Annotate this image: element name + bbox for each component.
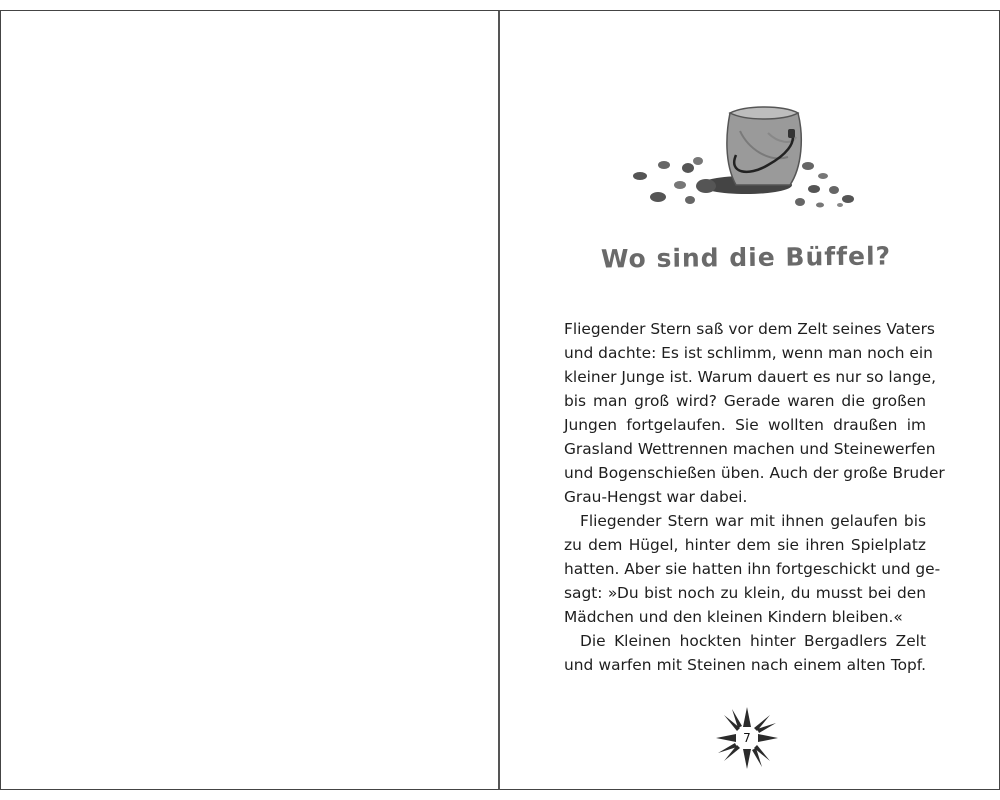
text-line: Fliegender Stern war mit ihnen gelaufen bis	[580, 512, 926, 530]
paragraph-3	[564, 629, 926, 677]
text-line: zu dem Hügel, hinter dem sie ihren Spielplatz	[564, 536, 926, 554]
text-line: kleiner Junge ist. Warum dauert es nur so lange,	[564, 368, 937, 386]
left-page-blank	[0, 10, 500, 790]
text-line: Die Kleinen hockten hinter Bergadlers Zelt	[580, 632, 926, 650]
chapter-title: Wo sind die Büffel?	[600, 241, 892, 274]
text-line: Mädchen und den kleinen Kindern bleiben.«	[564, 608, 903, 626]
page-number: 7	[743, 731, 751, 745]
paragraph-2	[564, 509, 941, 629]
text-line: Grasland Wettrennen machen und Steinewerfen	[564, 440, 936, 458]
body-text	[564, 317, 945, 677]
text-line: hatten. Aber sie hatten ihn fortgeschickt und ge-	[564, 560, 941, 578]
page-number-ornament	[714, 705, 780, 771]
text-line: Grau-Hengst war dabei.	[564, 488, 748, 506]
text-line: sagt: »Du bist noch zu klein, du musst bei den	[564, 584, 926, 602]
text-line: und Bogenschießen üben. Auch der große Bruder	[564, 464, 945, 482]
text-line: und warfen mit Steinen nach einem alten Topf.	[564, 656, 926, 674]
text-line: Fliegender Stern saß vor dem Zelt seines Vaters	[564, 320, 935, 338]
text-line: und dachte: Es ist schlimm, wenn man noch ein	[564, 344, 933, 362]
text-line: bis man groß wird? Gerade waren die großen	[564, 392, 926, 410]
pot-with-stones-icon	[618, 93, 868, 213]
right-page	[500, 10, 1000, 790]
paragraph-1	[564, 317, 945, 509]
text-line: Jungen fortgelaufen. Sie wollten draußen im	[564, 416, 926, 434]
